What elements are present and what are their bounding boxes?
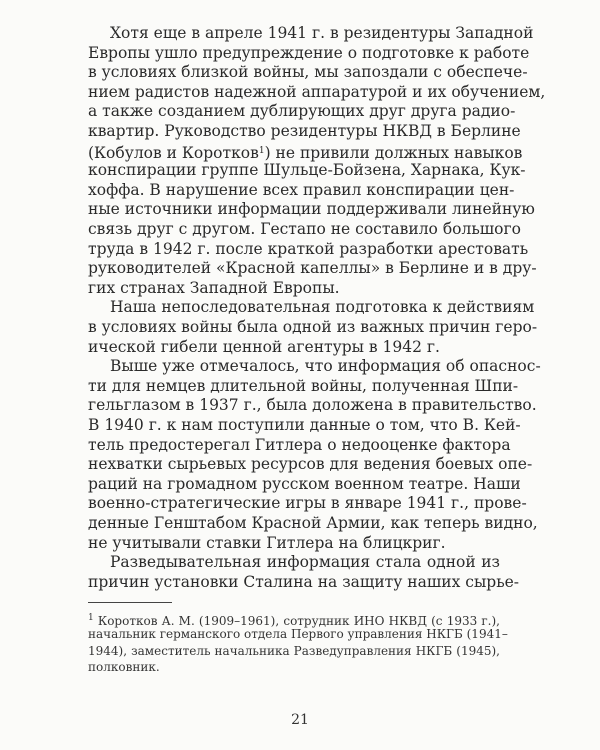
text-line: раций на громадном русском военном театре. Наши xyxy=(88,474,521,493)
text-line: гельглазом в 1937 г., была доложена в правительство. xyxy=(88,396,537,415)
text-segment: (Кобулов и Коротков xyxy=(88,143,259,162)
footnote-marker: 1 xyxy=(88,612,94,623)
text-line: а также созданием дублирующих друг друга радио- xyxy=(88,102,516,121)
text-line: связь друг с другом. Гестапо не составило большого xyxy=(88,220,521,238)
text-line: ные источники информации поддерживали линейную xyxy=(88,200,535,219)
text-line: квартир. Руководство резидентуры НКВД в Берлине xyxy=(88,122,521,140)
text-line: ической гибели ценной агентуры в 1942 г. xyxy=(88,337,440,356)
text-line: труда в 1942 г. после краткой разработки арестовать xyxy=(88,239,529,258)
text-line: Выше уже отмечалось, что информация об опаснос- xyxy=(110,357,541,376)
text-line: тель предостерегал Гитлера о недооценке фактора xyxy=(88,435,511,454)
page-number: 21 xyxy=(291,712,309,728)
text-line: Наша непоследовательная подготовка к действиям xyxy=(110,298,535,317)
text-line: Хотя еще в апреле 1941 г. в резидентуры Западной xyxy=(110,24,534,42)
text-line: причин установки Сталина на защиту наших сырье- xyxy=(88,572,520,591)
footnote-line: начальник германского отдела Первого управления НКГБ (1941– xyxy=(88,627,508,642)
text-line: нехватки сырьевых ресурсов для ведения боевых опе- xyxy=(88,455,533,474)
text-line: денные Генштабом Красной Армии, как теперь видно, xyxy=(88,514,538,532)
footnote-ref: 1 xyxy=(258,145,265,156)
text-line: нием радистов надежной аппаратурой и их обучением, xyxy=(88,82,546,101)
text-line: руководителей «Красной капеллы» в Берлине и в дру- xyxy=(88,259,537,278)
text-line: хоффа. В нарушение всех правил конспирации цен- xyxy=(88,180,515,199)
text-line: военно-стратегические игры в январе 1941 г., прове- xyxy=(88,494,527,513)
footnote-line xyxy=(88,610,500,626)
text-line-with-footnote xyxy=(88,142,523,162)
text-line: Разведывательная информация стала одной из xyxy=(110,553,500,572)
text-line: гих странах Западной Европы. xyxy=(88,278,340,297)
text-line: ти для немцев длительной войны, полученная Шпи- xyxy=(88,376,519,395)
footnote-line: 1944), заместитель начальника Разведуправления НКГБ (1945), xyxy=(88,643,500,658)
text-segment: ) не привили должных навыков xyxy=(264,143,523,162)
text-line: не учитывали ставки Гитлера на блицкриг. xyxy=(88,533,446,552)
footnote-line: полковник. xyxy=(88,660,160,675)
text-line: Европы ушло предупреждение о подготовке к работе xyxy=(88,43,530,62)
footnote-divider xyxy=(88,602,172,603)
text-line: в условиях войны была одной из важных причин геро- xyxy=(88,318,538,336)
footnote-text: Коротков А. М. (1909–1961), сотрудник ИНО НКВД (с 1933 г.), xyxy=(97,613,500,628)
text-line: В 1940 г. к нам поступили данные о том, что В. Кей- xyxy=(88,416,521,434)
text-line: в условиях близкой войны, мы запоздали с обеспече- xyxy=(88,63,528,82)
text-line: конспирации группе Шульце-Бойзена, Харнака, Кук- xyxy=(88,161,526,180)
